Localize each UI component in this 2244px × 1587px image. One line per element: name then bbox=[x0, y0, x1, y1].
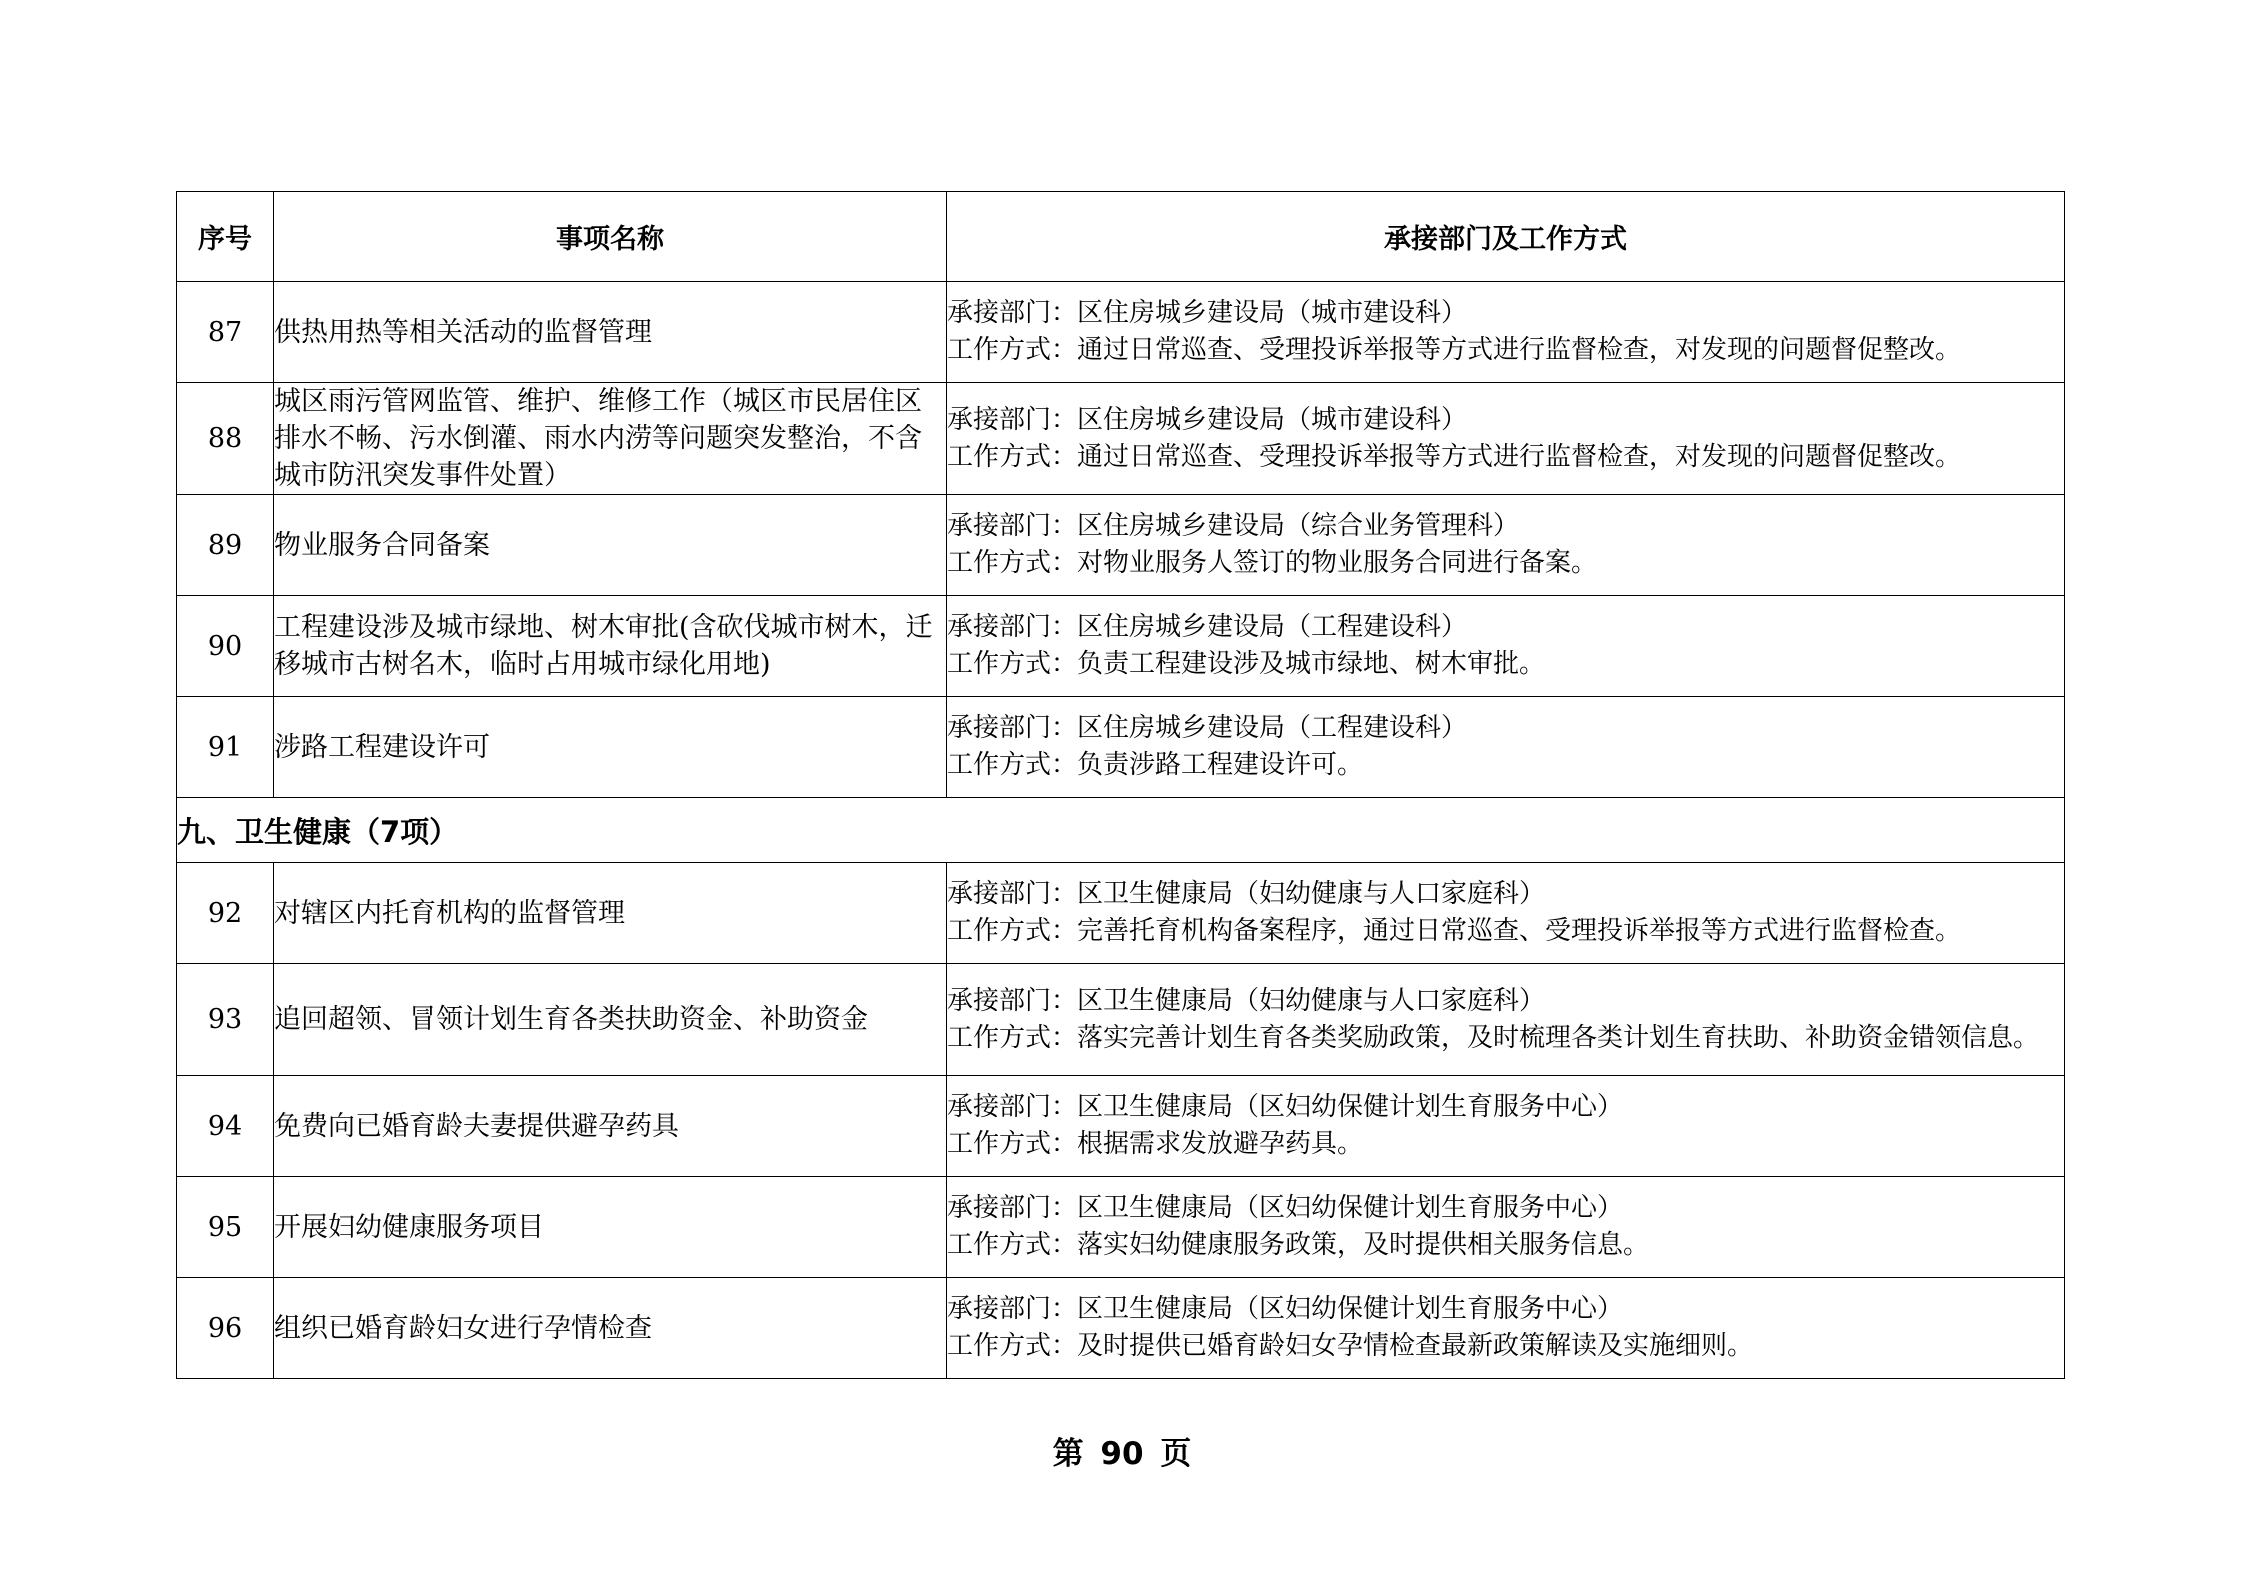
department-method bbox=[947, 697, 2065, 798]
department-method bbox=[947, 282, 2065, 383]
department: 承接部门：区住房城乡建设局（城市建设科） bbox=[947, 404, 1468, 435]
item-name: 涉路工程建设许可 bbox=[274, 697, 947, 798]
item-name: 物业服务合同备案 bbox=[274, 495, 947, 596]
item-name: 开展妇幼健康服务项目 bbox=[274, 1177, 947, 1278]
work-method: 工作方式：落实妇幼健康服务政策，及时提供相关服务信息。 bbox=[947, 1230, 1650, 1260]
department-method bbox=[947, 1177, 2065, 1278]
department: 承接部门：区住房城乡建设局（工程建设科） bbox=[947, 612, 1468, 642]
department: 承接部门：区卫生健康局（妇幼健康与人口家庭科） bbox=[947, 985, 1546, 1016]
row-number: 96 bbox=[177, 1278, 274, 1379]
row-number: 87 bbox=[177, 282, 274, 383]
department: 承接部门：区卫生健康局（区妇幼保健计划生育服务中心） bbox=[947, 1092, 1624, 1122]
table-row bbox=[177, 282, 2065, 383]
department: 承接部门：区住房城乡建设局（工程建设科） bbox=[947, 713, 1468, 743]
header-department-method: 承接部门及工作方式 bbox=[947, 192, 2065, 282]
department-method bbox=[947, 495, 2065, 596]
table-header-row bbox=[177, 192, 2065, 282]
work-method: 工作方式：负责工程建设涉及城市绿地、树木审批。 bbox=[947, 649, 1546, 679]
row-number: 90 bbox=[177, 596, 274, 697]
table-row bbox=[177, 495, 2065, 596]
department-method bbox=[947, 383, 2065, 495]
department: 承接部门：区住房城乡建设局（城市建设科） bbox=[947, 298, 1468, 328]
department-method bbox=[947, 596, 2065, 697]
department-method bbox=[947, 1076, 2065, 1177]
table-row bbox=[177, 1278, 2065, 1379]
table-row bbox=[177, 1076, 2065, 1177]
item-name: 工程建设涉及城市绿地、树木审批(含砍伐城市树木，迁移城市古树名木，临时占用城市绿化用地) bbox=[274, 596, 947, 697]
table-row bbox=[177, 1177, 2065, 1278]
work-method: 工作方式：对物业服务人签订的物业服务合同进行备案。 bbox=[947, 548, 1598, 578]
item-name: 对辖区内托育机构的监督管理 bbox=[274, 863, 947, 964]
work-method: 工作方式：落实完善计划生育各类奖励政策，及时梳理各类计划生育扶助、补助资金错领信息。 bbox=[947, 1022, 2040, 1053]
department-method bbox=[947, 964, 2065, 1076]
table-row bbox=[177, 863, 2065, 964]
item-name: 供热用热等相关活动的监督管理 bbox=[274, 282, 947, 383]
work-method: 工作方式：完善托育机构备案程序，通过日常巡查、受理投诉举报等方式进行监督检查。 bbox=[947, 916, 1962, 946]
item-name: 组织已婚育龄妇女进行孕情检查 bbox=[274, 1278, 947, 1379]
row-number: 88 bbox=[177, 383, 274, 495]
department: 承接部门：区住房城乡建设局（综合业务管理科） bbox=[947, 511, 1520, 541]
item-name: 免费向已婚育龄夫妻提供避孕药具 bbox=[274, 1076, 947, 1177]
table-row bbox=[177, 383, 2065, 495]
department: 承接部门：区卫生健康局（区妇幼保健计划生育服务中心） bbox=[947, 1193, 1624, 1223]
item-name: 城区雨污管网监管、维护、维修工作（城区市民居住区排水不畅、污水倒灌、雨水内涝等问题突发整治，不含城市防汛突发事件处置） bbox=[274, 383, 947, 495]
row-number: 93 bbox=[177, 964, 274, 1076]
department-method bbox=[947, 863, 2065, 964]
table-row bbox=[177, 697, 2065, 798]
row-number: 89 bbox=[177, 495, 274, 596]
work-method: 工作方式：通过日常巡查、受理投诉举报等方式进行监督检查，对发现的问题督促整改。 bbox=[947, 335, 1962, 365]
section-heading: 九、卫生健康（7项） bbox=[177, 798, 2065, 863]
item-name: 追回超领、冒领计划生育各类扶助资金、补助资金 bbox=[274, 964, 947, 1076]
department: 承接部门：区卫生健康局（区妇幼保健计划生育服务中心） bbox=[947, 1294, 1624, 1324]
items-table bbox=[176, 191, 2065, 1379]
work-method: 工作方式：通过日常巡查、受理投诉举报等方式进行监督检查，对发现的问题督促整改。 bbox=[947, 441, 1962, 472]
row-number: 95 bbox=[177, 1177, 274, 1278]
work-method: 工作方式：根据需求发放避孕药具。 bbox=[947, 1129, 1364, 1159]
table-row bbox=[177, 596, 2065, 697]
row-number: 94 bbox=[177, 1076, 274, 1177]
header-item-name: 事项名称 bbox=[274, 192, 947, 282]
row-number: 92 bbox=[177, 863, 274, 964]
page-number: 第 90 页 bbox=[1052, 1436, 1192, 1472]
header-number: 序号 bbox=[177, 192, 274, 282]
section-row bbox=[177, 798, 2065, 863]
work-method: 工作方式：及时提供已婚育龄妇女孕情检查最新政策解读及实施细则。 bbox=[947, 1331, 1754, 1361]
row-number: 91 bbox=[177, 697, 274, 798]
department-method bbox=[947, 1278, 2065, 1379]
table-row bbox=[177, 964, 2065, 1076]
department: 承接部门：区卫生健康局（妇幼健康与人口家庭科） bbox=[947, 879, 1546, 909]
work-method: 工作方式：负责涉路工程建设许可。 bbox=[947, 750, 1364, 780]
